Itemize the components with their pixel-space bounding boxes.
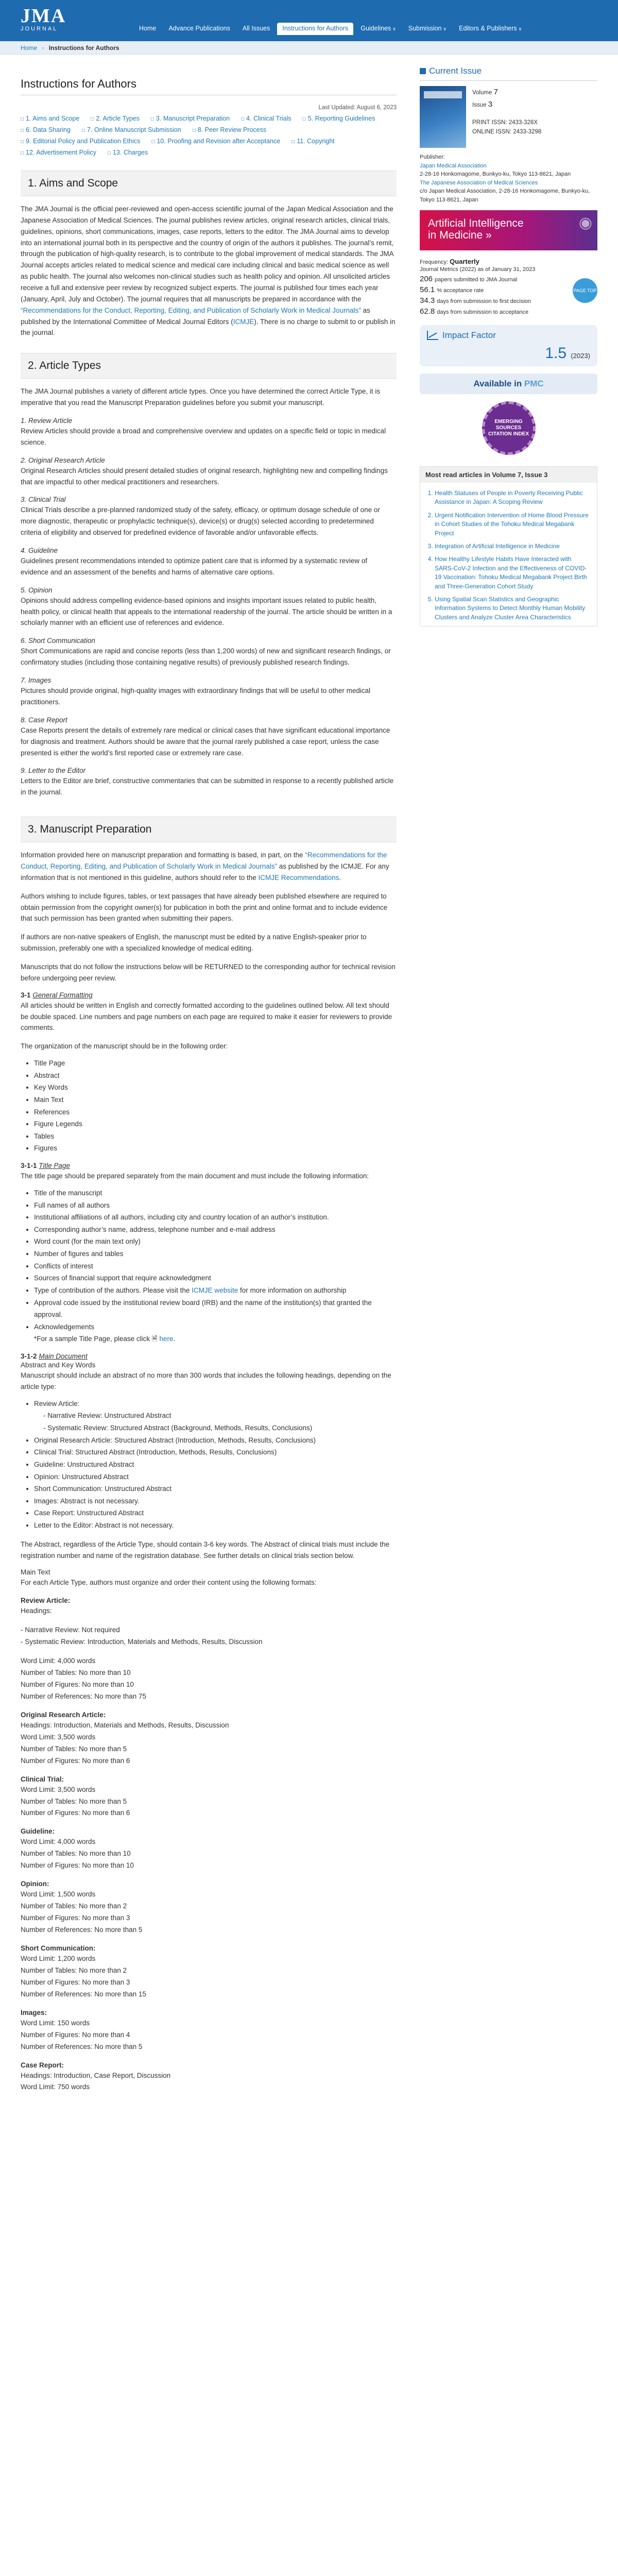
formatting-paragraph: All articles should be written in English and correctly formatted according to the guidelines outlined below. All text should be double spaced. Line numbers and page numbers on each page are required to make it easier for reviewers to provide comments.	[21, 1001, 392, 1032]
limit-line: Word Limit: 1,200 words	[21, 1954, 96, 1962]
article-type-description: Letters to the Editor are brief, constructive commentaries that can be submitted in response to a recently published article in the journal.	[21, 777, 394, 796]
volume-number: 7	[493, 88, 498, 96]
article-type-description: Clinical Trials describe a pre-planned randomized study of the safety, efficacy, or optimum dosage schedule of one or more diagnostic, therapeutic or prophylactic technique(s), device(s) or drug(s) selected according to predetermined criteria of eligibility and observed for predefined evidence of favorable and/or unfavorable effects.	[21, 506, 380, 537]
limit-line: Word Limit: 4,000 words	[21, 1657, 96, 1665]
article-types-intro: The JMA Journal publishes a variety of different article types. Once you have determined the correct Article Type, it is imperative that you read the Manuscript Preparation guidelines before you submit your manuscript.	[21, 387, 381, 407]
online-issn: ONLINE ISSN: 2433-3298	[472, 129, 542, 135]
current-issue-label: Current Issue	[429, 66, 482, 76]
toc-link[interactable]: □ 6. Data Sharing	[21, 126, 71, 133]
issue-number: 3	[488, 100, 493, 109]
list-item: • References	[34, 1106, 397, 1118]
ms-text-3: .	[339, 873, 341, 882]
limit-line: Number of Tables: No more than 5	[21, 1797, 127, 1805]
metric-label: days from submission to first decision	[437, 298, 531, 304]
breadcrumb-separator: ›	[42, 44, 44, 52]
article-type-limits	[21, 1597, 397, 2093]
list-item: • Main Text	[34, 1094, 397, 1106]
list-item: • Figure Legends	[34, 1118, 397, 1130]
nav-item-5[interactable]	[403, 23, 452, 35]
chevron-down-icon: ∨	[443, 26, 447, 31]
spacer	[21, 1648, 397, 1655]
list-item-text: Clinical Trial: Structured Abstract (Introduction, Methods, Results, Conclusions)	[34, 1448, 277, 1456]
list-item: • Tables	[34, 1130, 397, 1143]
subsection-3-1	[21, 991, 397, 999]
metric-label: papers submitted to JMA Journal	[435, 277, 518, 283]
article-type-limit-block	[21, 1784, 397, 1820]
square-icon	[420, 68, 426, 74]
toc-link[interactable]: □ 10. Proofing and Revision after Acceptance	[151, 138, 280, 145]
list-item	[34, 1459, 397, 1471]
impact-factor-label	[427, 330, 590, 341]
impact-year: (2023)	[571, 352, 590, 360]
limit-line: Number of Tables: No more than 5	[21, 1744, 127, 1753]
article-type-heading: 4. Guideline	[21, 547, 58, 555]
issue-cover-image[interactable]	[420, 86, 466, 148]
list-item: • Number of figures and tables	[34, 1248, 397, 1260]
article-type-limit-heading: Original Research Article:	[21, 1710, 106, 1719]
section-manuscript-heading: 3. Manuscript Preparation	[21, 817, 397, 842]
nav-item-label: Instructions for Authors	[282, 25, 349, 32]
limit-line: Number of Tables: No more than 10	[21, 1669, 131, 1677]
metric-row	[420, 296, 597, 305]
article-type-limit-heading: Guideline:	[21, 1827, 55, 1836]
nav-item-label: Editors & Publishers	[459, 25, 517, 32]
ms-text-1: Information provided here on manuscript preparation and formatting is based, in part, on the	[21, 851, 305, 859]
nav-item-label: All Issues	[242, 25, 270, 32]
sample-note-end: .	[173, 1335, 176, 1343]
nav-item-0[interactable]	[134, 23, 161, 35]
limit-line: Number of References: No more than 75	[21, 1692, 146, 1700]
article-type-description: Original Research Articles should present detailed studies of original research, highlighting new and compelling findings that are impactful to other medical practitioners and researchers.	[21, 466, 388, 486]
chevron-down-icon: ∨	[392, 26, 396, 31]
sidebar	[420, 55, 597, 626]
list-item: • Figures	[34, 1142, 397, 1155]
list-item-text: Images: Abstract is not necessary.	[34, 1497, 140, 1505]
list-item: • Abstract	[34, 1070, 397, 1082]
aims-text-2: as published by the International Committee of Medical Journal Editors (	[21, 306, 370, 326]
metric-value: 56.1	[420, 285, 435, 294]
esci-seal[interactable]: EMERGING SOURCES CITATION INDEX	[482, 401, 536, 455]
article-type-limit-heading: Opinion:	[21, 1880, 49, 1888]
publisher-jams-address: c/o Japan Medical Association, 2-28-16 Honkomagome, Bunkyo-ku, Tokyo 113-8621, Japan	[420, 188, 590, 203]
nav-item-label: Guidelines	[360, 25, 391, 32]
list-item	[34, 1471, 397, 1483]
sub-list-item: - Systematic Review: Structured Abstract (Background, Methods, Results, Conclusions)	[43, 1424, 313, 1432]
list-item-text: Case Report: Unstructured Abstract	[34, 1509, 144, 1517]
list-item: • Key Words	[34, 1081, 397, 1094]
publisher-label: Publisher:	[420, 154, 445, 160]
icmje-recommendations-link[interactable]: “Recommendations for the Conduct, Reporting, Editing, and Publication of Scholarly Work in Medical Journals”	[21, 306, 361, 314]
organization-paragraph: The organization of the manuscript should be in the following order:	[21, 1042, 228, 1050]
list-item	[34, 1507, 397, 1519]
limit-line: Number of Figures: No more than 4	[21, 2030, 130, 2039]
toc-link[interactable]: □ 4. Clinical Trials	[241, 115, 291, 122]
article-type-limit-heading: Clinical Trial:	[21, 1775, 64, 1783]
icmje-link[interactable]: ICMJE	[233, 317, 254, 326]
most-read-article-link[interactable]: 4. How Healthy Lifestyle Habits Have Interacted with SARS-CoV-2 Infection and the Effectiveness of COVID-19 Vaccination: Tohoku Medical Megabank Project Birth and Three-Generation Cohort Study	[435, 555, 591, 591]
list-item: • Word count (for the main text only)	[34, 1235, 397, 1248]
ai-in-medicine-banner[interactable]	[420, 210, 597, 250]
subsection-title: General Formatting	[32, 991, 93, 999]
publisher-info	[420, 153, 597, 204]
abstract-heading: Abstract and Key Words	[21, 1361, 96, 1369]
site-header	[0, 0, 618, 41]
toc-link[interactable]: □ 13. Charges	[108, 149, 148, 156]
nav-item-2[interactable]	[237, 23, 276, 35]
list-item	[34, 1321, 397, 1345]
limit-line: Headings: Introduction, Case Report, Discussion	[21, 2071, 171, 2079]
subsection-number: 3-1	[21, 991, 31, 999]
list-item	[34, 1483, 397, 1495]
article-type-heading: 7. Images	[21, 676, 52, 685]
list-item	[34, 1398, 397, 1434]
abstract-list	[34, 1398, 397, 1532]
list-item-text: Opinion: Unstructured Abstract	[34, 1472, 129, 1481]
page-top-button[interactable]: PAGE TOP	[573, 278, 597, 303]
article-type-heading: 5. Opinion	[21, 586, 53, 594]
limit-line: Number of Figures: No more than 10	[21, 1680, 134, 1688]
limit-line: Word Limit: 3,500 words	[21, 1733, 96, 1741]
volume-issue-info	[472, 86, 541, 148]
publisher-jma-address: 2-28-16 Honkomagome, Bunkyo-ku, Tokyo 113-8621, Japan	[420, 171, 571, 177]
main-text-heading: Main Text	[21, 1568, 50, 1577]
table-of-contents	[21, 115, 397, 156]
list-item	[34, 1434, 397, 1447]
manuscript-paragraph-4: Manuscripts that do not follow the instructions below will be RETURNED to the corresponding author for technical revision before undergoing peer review.	[21, 962, 396, 982]
icmje-website-link[interactable]: ICMJE website	[192, 1286, 238, 1294]
list-item-text: for more information on authorship	[238, 1286, 347, 1294]
list-item: • Full names of all authors	[34, 1199, 397, 1212]
most-read-list	[420, 483, 597, 626]
limit-line: Number of References: No more than 5	[21, 2042, 143, 2050]
limit-line: Number of References: No more than 15	[21, 1990, 146, 1998]
spacer	[21, 1617, 397, 1624]
metric-row	[420, 285, 597, 294]
breadcrumb-home[interactable]: Home	[21, 44, 38, 52]
limit-line: Number of Tables: No more than 2	[21, 1902, 127, 1910]
article-type-description: Opinions should address compelling evidence-based opinions and insights important issues related to public health, health policy, or clinical health that appeals to the international readership of the journal. The article should be written in a scholarly manner with an efficient use of references and evidence.	[21, 596, 392, 627]
subsection-title: Title Page	[39, 1162, 70, 1170]
document-icon: 🗎	[151, 1335, 160, 1343]
toc-link[interactable]: □ 9. Editorial Policy and Publication Ethics	[21, 138, 140, 145]
jma-journal-logo[interactable]	[21, 6, 66, 32]
list-item: • Title Page	[34, 1057, 397, 1070]
icmje-recommendations-link-2[interactable]: ICMJE Recommendations	[258, 873, 339, 882]
print-issn: PRINT ISSN: 2433-328X	[472, 120, 538, 126]
metric-row	[420, 307, 597, 316]
list-item	[34, 1446, 397, 1459]
list-item: • Institutional affiliations of all authors, including city and country location of an author’s institution.	[34, 1211, 397, 1224]
title-page-list	[34, 1187, 397, 1345]
list-item-text: Original Research Article: Structured Abstract (Introduction, Methods, Results, Conclusions)	[34, 1436, 316, 1444]
limit-line: Word Limit: 150 words	[21, 2019, 90, 2027]
article-type-limit-heading: Review Article:	[21, 1597, 71, 1605]
recommendations-link[interactable]: “Recommendations for the Conduct, Reporting, Editing, and Publication of Scholarly Work in Medical Journals”	[21, 851, 387, 870]
article-type-heading: 2. Original Research Article	[21, 456, 105, 464]
chevron-down-icon: ∨	[518, 26, 522, 31]
banner-line-1: Artificial Intelligence	[428, 217, 524, 229]
main-nav	[134, 23, 527, 35]
circuit-icon: ◉	[578, 214, 592, 231]
aims-text-1: The JMA Journal is the official peer-reviewed and open-access scientific journal of the Japan Medical Association and the Japanese Association of Medical Sciences. The journal publishes review articles, original research articles, clinical trials, guidelines, opinions, short communications, images, case reports, letters to the editor. The JMA Journal aims to develop into an international journal both in its perspective and the country of origin of the authors it publishes. The journal’s remit, through the publication of high-quality research, is to contribute to the global improvement of medical standards. The JMA Journal accepts articles related to medical science and medical care including clinical and basic medical science as well as public health. The journal also welcomes non-clinical studies such as health policy and opinion. All unsolicited articles receive a full and extensive peer review by recognized subject experts. The journal is published four times each year (January, April, July and October). The journal requires that all manuscripts be prepared in accordance with the	[21, 205, 394, 303]
list-item: • Approval code issued by the institutional review board (IRB) and the name of the institution(s) that granted the approval.	[34, 1297, 397, 1321]
frequency-label: Frequency:	[420, 259, 449, 265]
article-type-heading: 9. Letter to the Editor	[21, 767, 86, 775]
article-type-limit-block	[21, 1605, 397, 1703]
subsection-3-1-1	[21, 1162, 397, 1170]
metric-value: 206	[420, 275, 433, 283]
list-item	[34, 1519, 397, 1532]
article-type-limit-heading: Short Communication:	[21, 1944, 96, 1952]
list-item-text: Guideline: Unstructured Abstract	[34, 1460, 134, 1468]
toc-link[interactable]: □ 11. Copyright	[291, 138, 334, 145]
volume-label: Volume	[472, 90, 492, 96]
sub-list	[43, 1410, 397, 1434]
current-issue-heading[interactable]	[420, 66, 597, 81]
nav-item-1[interactable]	[163, 23, 235, 35]
nav-item-label: Submission	[408, 25, 442, 32]
metric-label: % acceptance rate	[437, 287, 484, 294]
toc-link[interactable]: □ 2. Article Types	[91, 115, 140, 122]
article-type-limit-heading: Case Report:	[21, 2061, 64, 2069]
toc-link[interactable]: □ 7. Online Manuscript Submission	[82, 126, 181, 133]
limit-line: Word Limit: 750 words	[21, 2083, 90, 2091]
metrics-list	[420, 275, 597, 316]
publisher-jams-link[interactable]: The Japanese Association of Medical Sciences	[420, 179, 538, 186]
limit-line: Number of Figures: No more than 6	[21, 1756, 130, 1765]
impact-factor-card[interactable]	[420, 325, 597, 366]
list-item-text: Review Article:	[34, 1399, 80, 1408]
limit-line: Word Limit: 1,500 words	[21, 1890, 96, 1899]
aims-text-3: ). There is no charge to submit to or publish in the journal.	[21, 317, 396, 337]
limit-line: Number of References: No more than 5	[21, 1926, 143, 1934]
limit-line: Word Limit: 4,000 words	[21, 1838, 96, 1846]
toc-link[interactable]: □ 8. Peer Review Process	[193, 126, 266, 133]
article-type-description: Case Reports present the details of extremely rare medical or clinical cases that have significant educational importance for diagnosis and treatment. Authors should be aware that the journal rarely published a case report, unless the case presented is either the world’s first reported case or extremely rare case.	[21, 726, 390, 757]
subsection-number: 3-1-1	[21, 1162, 37, 1170]
section-article-types-heading: 2. Article Types	[21, 353, 397, 379]
main-content	[21, 55, 397, 2093]
limit-line: Number of Figures: No more than 3	[21, 1914, 130, 1922]
article-type-limit-block	[21, 1836, 397, 1872]
article-type-description: Short Communications are rapid and concise reports (less than 1,200 words) of new and significant research findings, or confirmatory studies (including those containing negative results) of previously published research findings.	[21, 647, 391, 667]
most-read-article-link[interactable]: 1. Health Statuses of People in Poverty Receiving Public Assistance in Japan: A Scoping Review	[435, 489, 591, 507]
list-item	[34, 1495, 397, 1507]
pmc-badge[interactable]	[420, 374, 597, 394]
sample-title-page-link[interactable]: here	[159, 1335, 174, 1343]
keywords-paragraph: The Abstract, regardless of the Article Type, should contain 3-6 key words. The Abstract of clinical trials must include the registration number and name of the registration database. See further details on clinical trials section below.	[21, 1540, 390, 1560]
nav-item-label: Advance Publications	[168, 25, 230, 32]
nav-item-6[interactable]	[454, 23, 527, 35]
limit-line: Headings:	[21, 1607, 52, 1615]
metrics-label: Journal Metrics (2022) as of January 31, 2023	[420, 266, 536, 273]
breadcrumb-current: Instructions for Authors	[48, 44, 119, 52]
limit-line: Number of Figures: No more than 10	[21, 1861, 134, 1870]
article-type-limit-block	[21, 2070, 397, 2094]
most-read-panel	[420, 466, 597, 626]
article-type-limit-block	[21, 1889, 397, 1936]
logo-subtext: JOURNAL	[21, 26, 58, 32]
impact-value-number: 1.5	[545, 345, 567, 362]
toc-link[interactable]: □ 3. Manuscript Preparation	[151, 115, 230, 122]
aims-paragraph	[21, 204, 397, 338]
current-issue-panel	[420, 86, 597, 148]
list-item-text: Short Communication: Unstructured Abstract	[34, 1485, 172, 1493]
publisher-jma-link[interactable]: Japan Medical Association	[420, 162, 487, 169]
article-type-limit-heading: Images:	[21, 2008, 47, 2016]
sample-note: *For a sample Title Page, please click	[34, 1335, 152, 1343]
breadcrumb	[0, 41, 618, 55]
manuscript-paragraph-1	[21, 850, 397, 884]
page-title: Instructions for Authors	[21, 77, 397, 95]
impact-factor-value	[545, 345, 590, 362]
subsection-3-1-2	[21, 1352, 397, 1360]
list-item: • Corresponding author’s name, address, telephone number and e-mail address	[34, 1224, 397, 1236]
limit-line: Number of Figures: No more than 6	[21, 1809, 130, 1817]
ms-text-2: as published by the ICMJE. For any information that is not mentioned in this guideline, authors should refer to the	[21, 862, 389, 882]
organization-list	[34, 1057, 397, 1155]
limit-line: Word Limit: 3,500 words	[21, 1785, 96, 1793]
limit-line: Headings: Introduction, Materials and Methods, Results, Discussion	[21, 1721, 229, 1729]
banner-line-2: in Medicine »	[428, 229, 492, 242]
list-item: • Conflicts of interest	[34, 1260, 397, 1273]
most-read-article-link[interactable]: 5. Using Spatial Scan Statistics and Geographic Information Systems to Detect Monthly Human Mobility Clusters and Analyze Cluster Area Characteristics	[435, 595, 591, 622]
list-item: • Sources of financial support that require acknowledgment	[34, 1272, 397, 1284]
article-type-limit-block	[21, 1720, 397, 1767]
article-type-description: Review Articles should provide a broad and comprehensive overview and updates on a specific field or topic in medical science.	[21, 427, 386, 446]
title-page-paragraph: The title page should be prepared separately from the main document and must include the following information:	[21, 1172, 369, 1180]
impact-label-text: Impact Factor	[442, 330, 496, 340]
subsection-number: 3-1-2	[21, 1352, 37, 1361]
section-aims-heading: 1. Aims and Scope	[21, 171, 397, 196]
most-read-article-link[interactable]: 2. Urgent Notification Intervention of Home Blood Pressure in Cohort Studies of the Tohoku Medical Megabank Project	[435, 511, 591, 538]
limit-line: Number of Tables: No more than 10	[21, 1850, 131, 1858]
pmc-logo: PMC	[524, 379, 544, 388]
subsection-title: Main Document	[39, 1352, 88, 1361]
main-text-paragraph: For each Article Type, authors must organize and order their content using the following formats:	[21, 1579, 317, 1587]
nav-item-label: Home	[139, 25, 157, 32]
article-type-limit-block	[21, 1953, 397, 2001]
article-type-heading: 8. Case Report	[21, 716, 67, 724]
article-type-description: Guidelines present recommendations intended to optimize patient care that is informed by a systematic review of evidence and an assessment of the benefits and harms of alternative care options.	[21, 557, 368, 576]
list-item-text: Acknowledgements	[34, 1323, 95, 1331]
most-read-heading: Most read articles in Volume 7, Issue 3	[420, 467, 597, 483]
last-updated: Last Updated: August 6, 2023	[318, 105, 397, 111]
metric-label: days from submission to acceptance	[437, 309, 529, 315]
toc-link[interactable]: □ 12. Advertisement Policy	[21, 149, 96, 156]
limit-line: Number of Figures: No more than 3	[21, 1978, 130, 1986]
frequency	[420, 258, 597, 265]
metric-row	[420, 275, 597, 283]
limit-line: - Narrative Review: Not required	[21, 1626, 120, 1634]
abstract-paragraph: Manuscript should include an abstract of no more than 300 words that includes the following headings, depending on the article type:	[21, 1371, 391, 1391]
nav-item-3[interactable]	[277, 23, 353, 35]
article-type-heading: 1. Review Article	[21, 417, 73, 425]
nav-item-4[interactable]	[355, 23, 401, 35]
toc-link[interactable]: □ 5. Reporting Guidelines	[303, 115, 375, 122]
frequency-value: Quarterly	[450, 258, 479, 265]
limit-line: Number of Tables: No more than 2	[21, 1966, 127, 1974]
list-item-text: Type of contribution of the authors. Please visit the	[34, 1286, 192, 1294]
trend-chart-icon	[427, 331, 438, 340]
logo-text: JMA	[21, 5, 66, 27]
article-types-list	[21, 417, 397, 798]
metric-value: 34.3	[420, 296, 435, 305]
toc-link[interactable]: □ 1. Aims and Scope	[21, 115, 79, 122]
article-type-description: Pictures should provide original, high-quality images with extraordinary findings that will be useful to other medical practitioners.	[21, 687, 371, 706]
most-read-article-link[interactable]: 3. Integration of Artificial Intelligence in Medicine	[435, 542, 591, 551]
list-item: • Title of the manuscript	[34, 1187, 397, 1199]
manuscript-paragraph-2: Authors wishing to include figures, tables, or text passages that have already been published elsewhere are required to obtain permission from the copyright owner(s) for publication in both the print and online format and to include evidence that such permission has been granted when submitting their papers.	[21, 892, 388, 923]
issue-label: Issue	[472, 102, 487, 108]
manuscript-paragraph-3: If authors are non-native speakers of English, the manuscript must be edited by a native English-speaker prior to submission, preferably one with a specialized knowledge of medical editing.	[21, 933, 367, 953]
sub-list-item: - Narrative Review: Unstructured Abstract	[43, 1412, 171, 1420]
list-item-text: Letter to the Editor: Abstract is not necessary.	[34, 1521, 174, 1530]
metric-value: 62.8	[420, 307, 435, 316]
journal-metrics	[420, 258, 597, 316]
article-type-heading: 6. Short Communication	[21, 637, 95, 645]
limit-line: - Systematic Review: Introduction, Materials and Methods, Results, Discussion	[21, 1638, 263, 1646]
article-type-heading: 3. Clinical Trial	[21, 496, 66, 504]
pmc-text: Available in	[473, 379, 524, 388]
article-type-limit-block	[21, 2018, 397, 2053]
list-item	[34, 1284, 397, 1297]
